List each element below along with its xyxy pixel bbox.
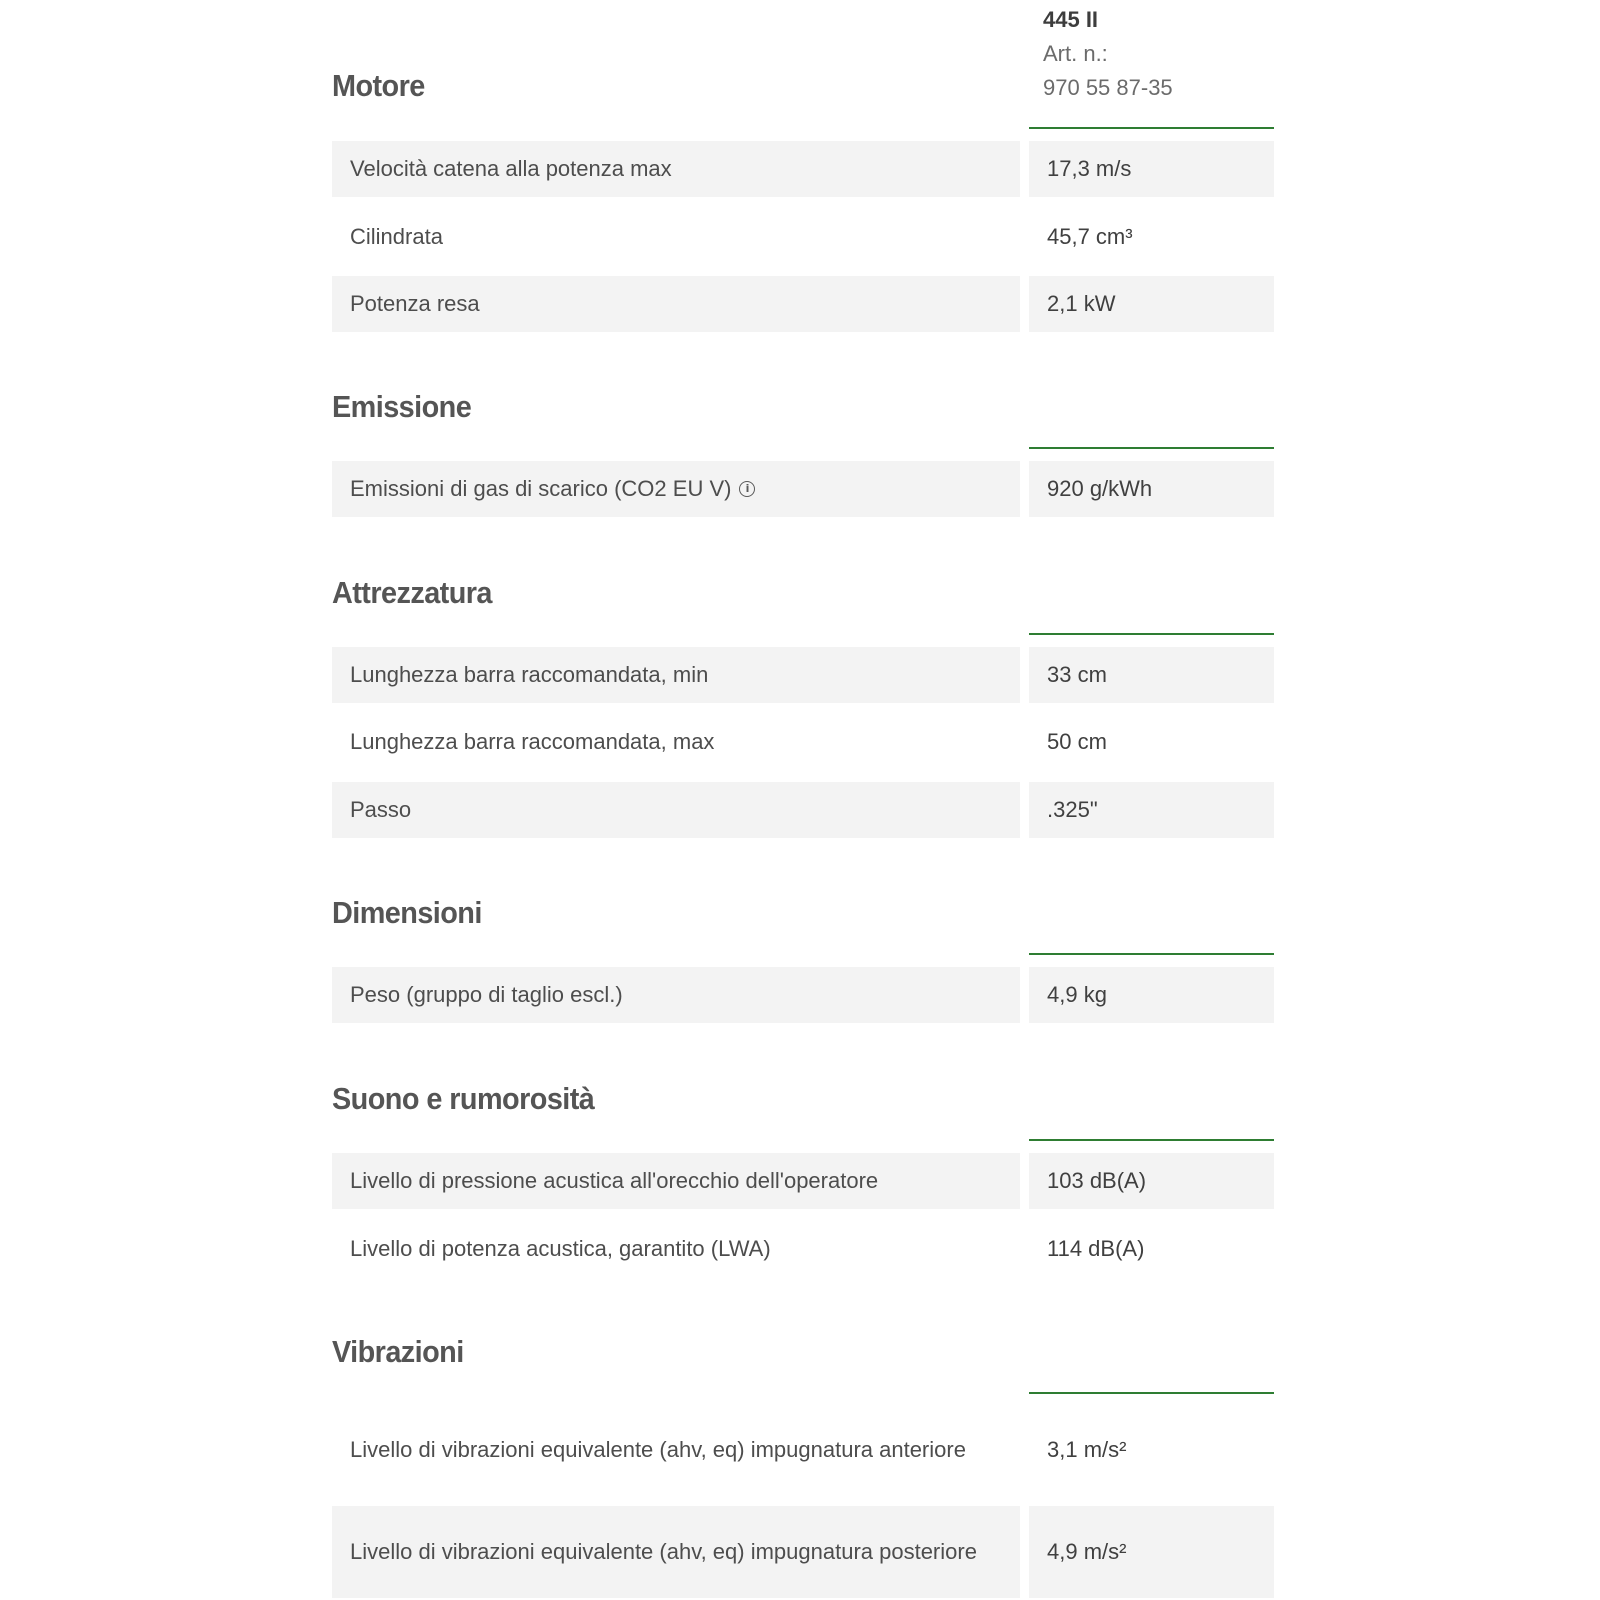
spec-row bbox=[0, 141, 1600, 197]
spec-row bbox=[0, 782, 1600, 838]
section-divider bbox=[1029, 633, 1274, 635]
section-title-emissione: Emissione bbox=[332, 389, 472, 424]
spec-label: Velocità catena alla potenza max bbox=[332, 141, 1020, 197]
spec-label-text: Emissioni di gas di scarico (CO2 EU V) bbox=[350, 476, 732, 501]
spec-value: 103 dB(A) bbox=[1029, 1153, 1274, 1209]
spec-value: 50 cm bbox=[1047, 729, 1107, 754]
spec-value: 114 dB(A) bbox=[1047, 1236, 1145, 1261]
spec-label: Cilindrata bbox=[350, 224, 443, 249]
section-title-motore: Motore bbox=[332, 68, 425, 103]
spec-label: Livello di potenza acustica, garantito (LWA) bbox=[350, 1236, 771, 1261]
spec-value: .325" bbox=[1029, 782, 1274, 838]
section-title-suono: Suono e rumorosità bbox=[332, 1081, 595, 1116]
section-divider bbox=[1029, 1392, 1274, 1394]
spec-row bbox=[0, 461, 1600, 517]
spec-row bbox=[0, 714, 1600, 770]
spec-label: Livello di vibrazioni equivalente (ahv, eq) impugnatura posteriore bbox=[332, 1506, 1020, 1598]
section-divider bbox=[1029, 1139, 1274, 1141]
product-model: 445 II bbox=[1043, 7, 1099, 32]
spec-label: Lunghezza barra raccomandata, max bbox=[350, 729, 715, 754]
section-title-vibrazioni: Vibrazioni bbox=[332, 1334, 464, 1369]
spec-value: 4,9 kg bbox=[1029, 967, 1274, 1023]
section-divider bbox=[1029, 127, 1274, 129]
spec-row bbox=[0, 1404, 1600, 1496]
spec-row bbox=[0, 276, 1600, 332]
spec-row bbox=[0, 647, 1600, 703]
spec-label: Lunghezza barra raccomandata, min bbox=[332, 647, 1020, 703]
spec-label: Livello di vibrazioni equivalente (ahv, eq) impugnatura anteriore bbox=[350, 1437, 966, 1462]
spec-row bbox=[0, 209, 1600, 265]
section-title-attrezzatura: Attrezzatura bbox=[332, 575, 492, 610]
spec-value: 920 g/kWh bbox=[1029, 461, 1274, 517]
spec-value: 33 cm bbox=[1029, 647, 1274, 703]
spec-row bbox=[0, 1221, 1600, 1277]
spec-value: 17,3 m/s bbox=[1029, 141, 1274, 197]
section-title-dimensioni: Dimensioni bbox=[332, 895, 482, 930]
article-number-label: Art. n.: bbox=[1043, 41, 1108, 66]
spec-label bbox=[332, 461, 1020, 517]
spec-value: 4,9 m/s² bbox=[1029, 1506, 1274, 1598]
spec-row bbox=[0, 1506, 1600, 1598]
info-circle-icon[interactable]: i bbox=[739, 481, 755, 497]
spec-label: Potenza resa bbox=[332, 276, 1020, 332]
section-divider bbox=[1029, 447, 1274, 449]
spec-label: Passo bbox=[332, 782, 1020, 838]
article-number: 970 55 87-35 bbox=[1043, 75, 1173, 100]
spec-value: 3,1 m/s² bbox=[1047, 1437, 1127, 1462]
section-divider bbox=[1029, 953, 1274, 955]
spec-row bbox=[0, 1153, 1600, 1209]
product-header bbox=[1043, 3, 1283, 105]
spec-row bbox=[0, 967, 1600, 1023]
spec-label: Livello di pressione acustica all'orecchio dell'operatore bbox=[332, 1153, 1020, 1209]
spec-label: Peso (gruppo di taglio escl.) bbox=[332, 967, 1020, 1023]
spec-value: 45,7 cm³ bbox=[1047, 224, 1133, 249]
spec-value: 2,1 kW bbox=[1029, 276, 1274, 332]
